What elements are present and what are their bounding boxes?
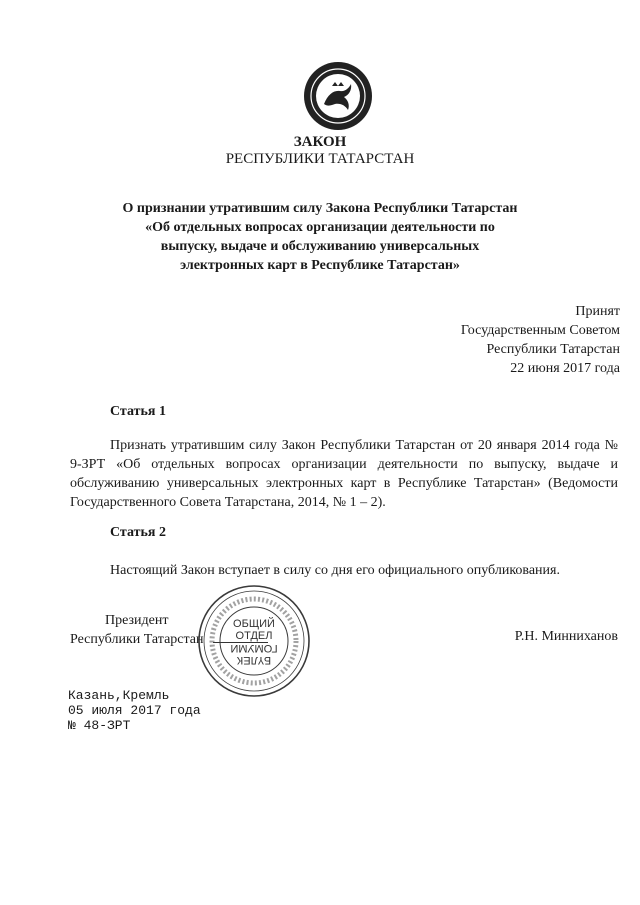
signatory-title (70, 611, 204, 649)
footer-date: 05 июля 2017 года (68, 703, 201, 718)
title-line: «Об отдельных вопросах организации деятельности по (145, 220, 495, 235)
signatory-name: Р.Н. Минниханов (514, 629, 618, 644)
title-line: выпуску, выдаче и обслуживанию универсальных (160, 239, 480, 254)
adoption-line: Государственным Советом (460, 323, 620, 338)
official-seal-stamp-icon (196, 583, 312, 699)
signatory-title-line: Республики Татарстан (70, 632, 204, 647)
title-line: О признании утратившим силу Закона Республики Татарстан (122, 201, 518, 216)
law-heading: ЗАКОН (293, 134, 347, 150)
article-2-text: Настоящий Закон вступает в силу со дня его официального опубликования. (110, 563, 560, 578)
signatory-title-line: Президент (105, 613, 169, 628)
stamp-text: ОБЩИЙ (233, 618, 275, 630)
tatarstan-emblem-icon (302, 60, 374, 132)
document-title (100, 199, 540, 275)
stamp-text: ОТДЕЛ (235, 630, 273, 642)
article-2-heading: Статья 2 (110, 525, 166, 540)
stamp-text: БҮЛЕК (236, 654, 272, 666)
adoption-block (461, 302, 620, 378)
adoption-line: Республики Татарстан (486, 342, 620, 357)
adoption-line: Принят (575, 304, 620, 319)
footer-place: Казань,Кремль (68, 688, 170, 703)
adoption-date: 22 июня 2017 года (510, 361, 620, 376)
stamp-text: ГОМУМИ (230, 642, 278, 654)
registration-footer (68, 688, 201, 733)
republic-heading: РЕСПУБЛИКИ ТАТАРСТАН (225, 151, 415, 167)
footer-number: № 48-ЗРТ (68, 718, 131, 733)
title-line: электронных карт в Республике Татарстан» (180, 258, 460, 273)
article-1-heading: Статья 1 (110, 404, 166, 419)
article-1-text: Признать утратившим силу Закон Республики Татарстан от 20 января 2014 года № 9-ЗРТ «Об отдельных вопросах организации деятельности по выпуску, выдаче и обслуживанию универсальных электронных карт в Республике Татарстан» (Ведомости Государственного Совета Татарстана, 2014, № 1 – 2). (70, 438, 618, 510)
